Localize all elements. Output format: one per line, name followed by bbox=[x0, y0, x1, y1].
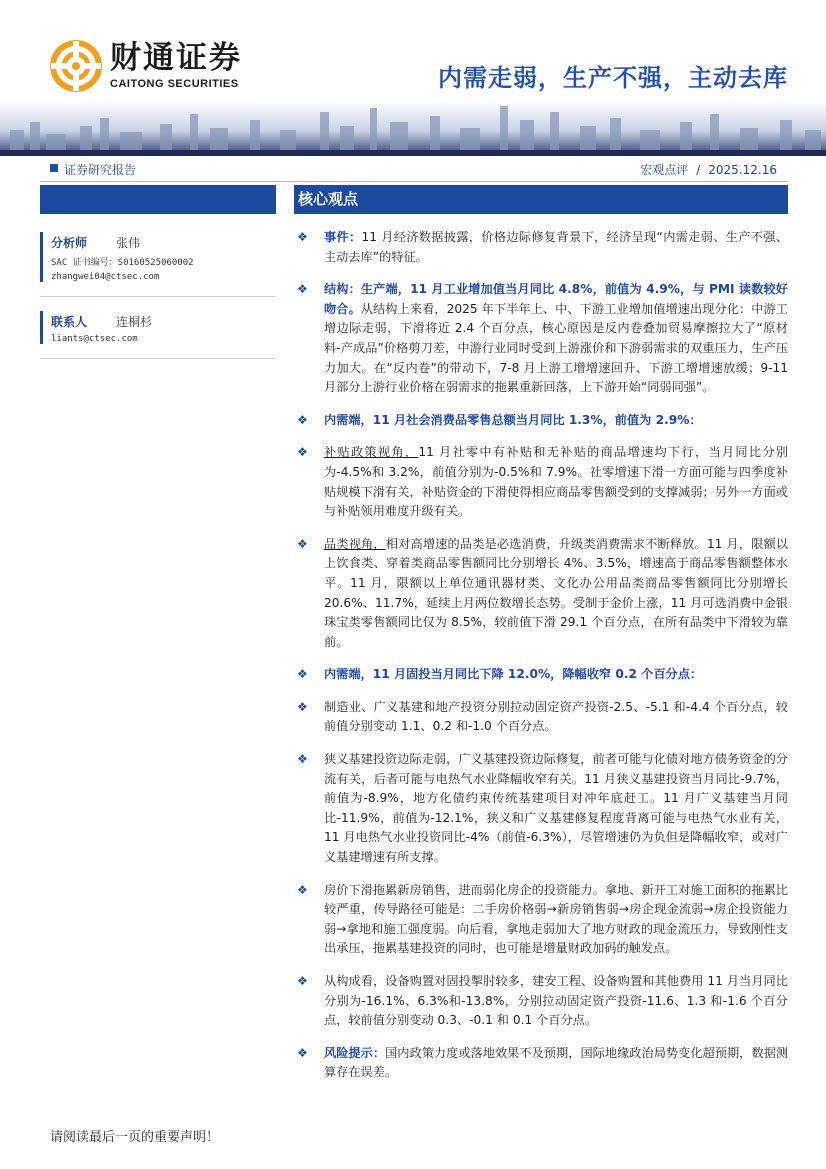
analyst-role: 分析师 bbox=[51, 236, 88, 250]
analyst-info bbox=[40, 232, 276, 373]
analyst-name: 张伟 bbox=[116, 236, 141, 250]
sidebar-header-bar bbox=[40, 185, 276, 214]
footer-disclaimer: 请阅读最后一页的重要声明！ bbox=[50, 1130, 220, 1145]
key-points bbox=[294, 228, 788, 1083]
list-item bbox=[294, 1044, 788, 1083]
list-item bbox=[294, 228, 788, 267]
analyst-email[interactable]: zhangwei04@ctsec.com bbox=[51, 272, 160, 282]
doc-type-marker bbox=[50, 164, 58, 172]
diamond-bullet-icon: ❖ bbox=[297, 412, 308, 427]
point-text: 制造业、广义基建和地产投资分别拉动固定资产投资-2.5、-5.1 和-4.4 个百分点，较前值分别变动 1.1、0.2 和-1.0 个百分点。 bbox=[324, 699, 788, 734]
sidebar-divider bbox=[40, 358, 276, 359]
doc-type: 证券研究报告 bbox=[64, 163, 137, 177]
main-content bbox=[294, 185, 788, 1096]
list-item bbox=[294, 665, 788, 685]
list-item bbox=[294, 881, 788, 959]
diamond-bullet-icon: ❖ bbox=[297, 752, 308, 767]
point-heading: 内需端，11 月固投当月同比下降 12.0%，降幅收窄 0.2 个百分点： bbox=[324, 667, 703, 682]
diamond-bullet-icon: ❖ bbox=[297, 1045, 308, 1060]
list-item bbox=[294, 280, 788, 398]
sidebar-divider bbox=[40, 296, 276, 297]
point-heading: 结构：生产端，11 月工业增加值当月同比 4.8%，前值为 4.9%，与 PMI 读数较好吻合。 bbox=[324, 282, 788, 316]
point-lead: 品类视角， bbox=[324, 536, 386, 551]
report-title: 内需走弱，生产不强，主动去库 bbox=[438, 64, 788, 92]
diamond-bullet-icon: ❖ bbox=[297, 282, 308, 297]
point-text: 从构成看，设备购置对固投掣肘较多，建安工程、设备购置和其他费用 11 月当月同比分别为-16.1%、6.3%和-13.8%，分别拉动固定资产投资-11.6、1.3 和-1.6 个百分点，较前值分别变动 0.3、-0.1 和 0.1 个百分点。 bbox=[324, 974, 788, 1028]
analyst-cert: SAC 证书编号：S0160525060002 bbox=[51, 258, 194, 268]
diamond-bullet-icon: ❖ bbox=[297, 230, 308, 244]
caitong-logo-icon bbox=[50, 40, 102, 92]
diamond-bullet-icon: ❖ bbox=[297, 974, 308, 988]
diamond-bullet-icon: ❖ bbox=[297, 536, 308, 551]
diamond-bullet-icon: ❖ bbox=[297, 882, 308, 897]
point-text: 相对高增速的品类是必选消费，升级类消费需求不断释放。11 月，限额以上饮食类、穿着类商品零售额同比分别增长 4%、3.5%，增速高于商品零售额整体水平。11 月，限额以上单位通讯器材类、文化办公用品类商品零售额同比分别增长 20.6%、11.7%，延续上月两位数增长态势。受制于金价上涨，11 月可选消费中金银珠宝类零售额同比仅为 8.5%，较前值下滑 29.1 个百分点，在所有品类中下滑较为靠前。 bbox=[324, 536, 789, 649]
list-item bbox=[294, 972, 788, 1031]
meta-divider: / bbox=[696, 163, 701, 177]
list-item bbox=[294, 443, 788, 521]
point-lead: 补贴政策视角， bbox=[324, 445, 419, 460]
list-item bbox=[294, 535, 788, 653]
point-text: 狭义基建投资边际走弱，广义基建投资边际修复，前者可能与化债对地方债务资金的分流有关，后者可能与电热气水业降幅收窄有关。11 月狭义基建投资当月同比-9.7%，前值为-8.9%，地方化债约束传统基建项目对冲年底赶工。11 月广义基建当月同比-11.9%，前值为-12.1%，狭义和广义基建修复程度背离可能与电热气水业有关，11 月电热气水业投资同比-4%（前值-6.3%），尽管增速仍为负但是降幅收窄，或对广义基建增速有所支撑。 bbox=[324, 752, 788, 865]
point-text: 11 月经济数据披露，价格边际修复背景下，经济呈现“内需走弱、生产不强、主动去库”的特征。 bbox=[324, 230, 788, 264]
point-text: 房价下滑拖累新房销售，进而弱化房企的投资能力。拿地、新开工对施工面积的拖累比较严重，传导路径可能是：二手房价格弱→新房销售弱→房企现金流弱→房企投资能力弱→拿地和施工强度弱。向后看，拿地走弱加大了地方财政的现金流压力，导致刚性支出承压，拖累基建投资的同时，也可能是增量财政加码的触发点。 bbox=[324, 882, 788, 956]
point-heading: 风险提示： bbox=[324, 1045, 386, 1060]
point-heading: 事件： bbox=[324, 230, 362, 244]
diamond-bullet-icon: ❖ bbox=[297, 667, 308, 682]
diamond-bullet-icon: ❖ bbox=[297, 445, 308, 460]
brand-name-cn: 财通证券 bbox=[110, 40, 242, 76]
section-title: 核心观点 bbox=[294, 185, 788, 214]
list-item bbox=[294, 411, 788, 431]
report-category: 宏观点评 bbox=[640, 163, 689, 177]
point-heading: 内需端，11 月社会消费品零售总额当月同比 1.3%，前值为 2.9%： bbox=[324, 412, 702, 427]
city-skyline-banner bbox=[0, 100, 826, 156]
contact-email[interactable]: liants@ctsec.com bbox=[51, 334, 138, 344]
list-item bbox=[294, 750, 788, 868]
contact-card bbox=[40, 311, 276, 344]
brand-name-en: CAITONG SECURITIES bbox=[110, 78, 239, 90]
point-text: 11 月社零中有补贴和无补贴的商品增速均下行，当月同比分别为-4.5%和 3.2%，前值分别为-0.5%和 7.9%。社零增速下滑一方面可能与四季度补贴规模下滑有关，补贴资金的下滑使得相应商品零售额受到的支撑减弱；另外一方面或与补贴领用难度升级有关。 bbox=[324, 445, 788, 519]
point-text: 从结构上来看，2025 年下半年上、中、下游工业增加值增速出现分化：中游工增边际走弱，下滑将近 2.4 个百分点，核心原因是反内卷叠加贸易摩擦拉大了“原材料-产成品”价格剪刀差，中游行业同时受到上游涨价和下游弱需求的双重压力，生产压力加大。在“反内卷”的带动下，7-8 月上游工增增速回升、下游工增增速放缓；9-11 月部分上游行业价格在弱需求的拖累重新回落，上下游开始“同弱同强”。 bbox=[324, 301, 788, 395]
point-text: 国内政策力度或落地效果不及预期，国际地缘政治局势变化超预期，数据测算存在误差。 bbox=[324, 1045, 789, 1080]
diamond-bullet-icon: ❖ bbox=[297, 699, 308, 714]
header-divider bbox=[40, 181, 788, 182]
report-date: 2025.12.16 bbox=[708, 163, 777, 177]
contact-name: 连桐杉 bbox=[116, 315, 153, 329]
list-item bbox=[294, 698, 788, 737]
analyst-card bbox=[40, 232, 276, 282]
contact-role: 联系人 bbox=[51, 315, 88, 329]
doc-meta bbox=[636, 161, 781, 178]
